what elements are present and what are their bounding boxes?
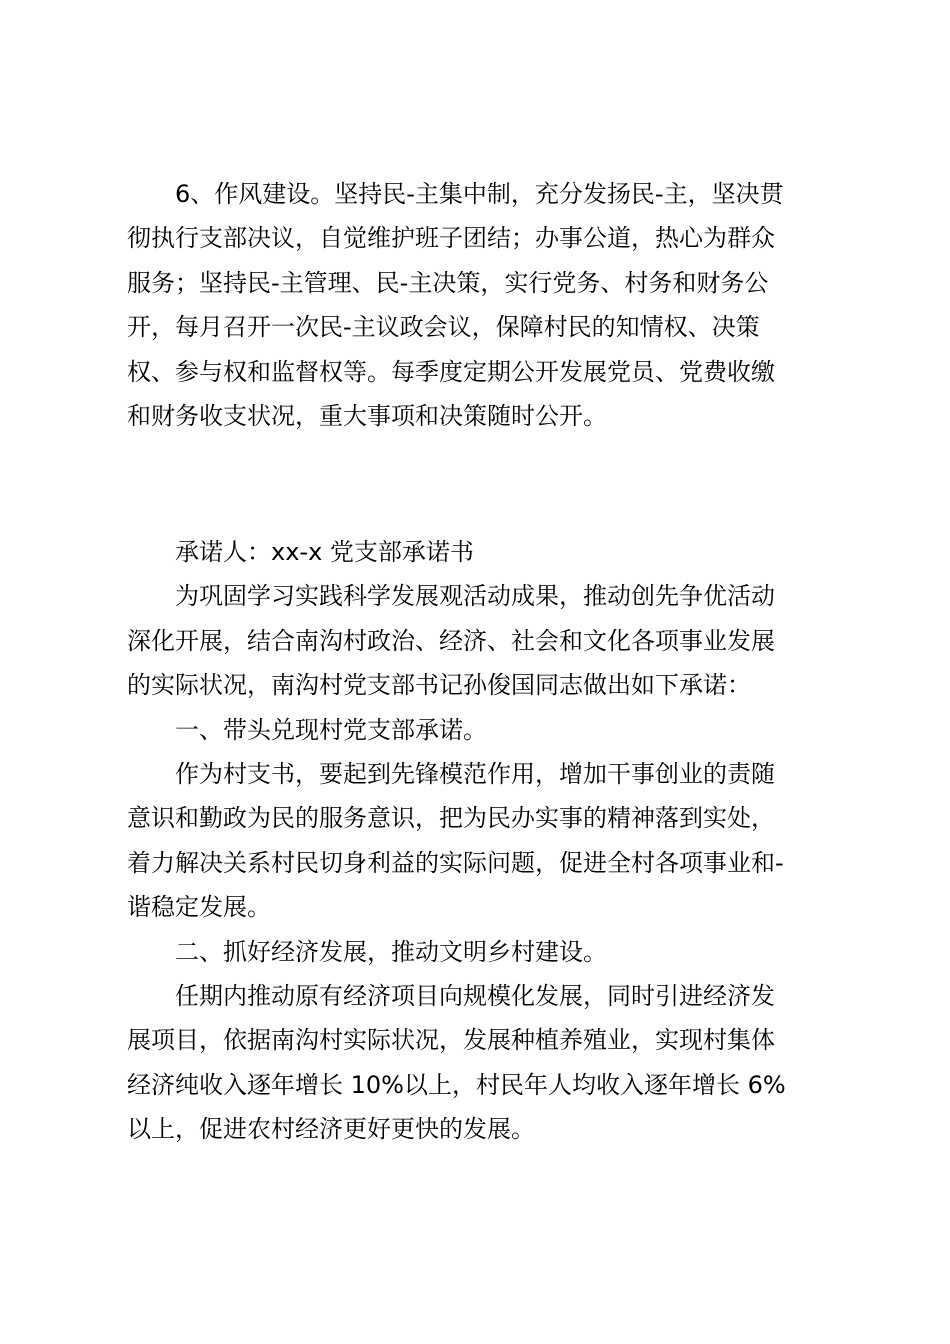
text-line: 以上，促进农村经济更好更快的发展。 bbox=[127, 1115, 535, 1144]
text-line: 开，每月召开一次民-主议政会议，保障村民的知情权、决策 bbox=[127, 313, 760, 342]
paragraph-economy bbox=[127, 974, 827, 1152]
text-line: 任期内推动原有经济项目向规模化发展，同时引进经济发 bbox=[127, 982, 775, 1011]
paragraph-role bbox=[127, 752, 827, 930]
heading-one bbox=[127, 708, 827, 752]
text-line: 6、作风建设。坚持民-主集中制，充分发扬民-主，坚决贯 bbox=[127, 180, 784, 208]
text-line: 意识和勤政为民的服务意识，把为民办实事的精神落到实处， bbox=[127, 804, 775, 833]
text-line: 权、参与权和监督权等。每季度定期公开发展党员、党费收缴 bbox=[127, 357, 775, 386]
text-line: 着力解决关系村民切身利益的实际问题，促进全村各项事业和- bbox=[127, 848, 784, 877]
text-line: 展项目，依据南沟村实际状况，发展种植养殖业，实现村集体 bbox=[127, 1026, 775, 1055]
text-line: 谐稳定发展。 bbox=[127, 893, 271, 922]
text-line: 作为村支书，要起到先锋模范作用，增加干事创业的责随 bbox=[127, 760, 775, 789]
text-line: 深化开展，结合南沟村政治、经济、社会和文化各项事业发展 bbox=[127, 626, 775, 655]
text-line: 和财务收支状况，重大事项和决策随时公开。 bbox=[127, 402, 607, 431]
paragraph-intro bbox=[127, 574, 827, 707]
pledge-section bbox=[127, 530, 827, 1152]
text-line: 一、带头兑现村党支部承诺。 bbox=[127, 715, 487, 744]
text-line: 经济纯收入逐年增长 10%以上，村民年人均收入逐年增长 6% bbox=[127, 1070, 786, 1099]
text-line: 二、抓好经济发展，推动文明乡村建设。 bbox=[127, 937, 607, 966]
pledger-heading bbox=[127, 530, 827, 574]
heading-two bbox=[127, 930, 827, 974]
text-line: 承诺人：xx-x 党支部承诺书 bbox=[127, 538, 474, 566]
text-line: 为巩固学习实践科学发展观活动成果，推动创先争优活动 bbox=[127, 582, 775, 611]
paragraph-style-building bbox=[127, 172, 827, 438]
text-line: 服务；坚持民-主管理、民-主决策，实行党务、村务和财务公 bbox=[127, 268, 769, 297]
text-line: 彻执行支部决议，自觉维护班子团结；办事公道，热心为群众 bbox=[127, 224, 775, 253]
text-line: 的实际状况，南沟村党支部书记孙俊国同志做出如下承诺： bbox=[127, 671, 751, 700]
